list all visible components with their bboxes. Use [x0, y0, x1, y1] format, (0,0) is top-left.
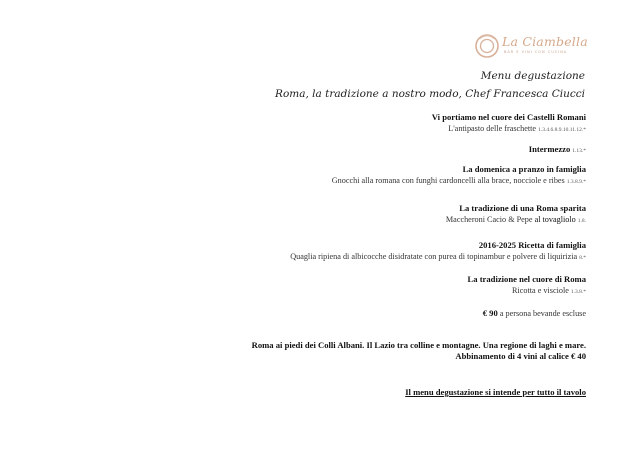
- course-title: 2016-2025 Ricetta di famiglia: [478, 240, 586, 250]
- course-title: Intermezzo 1.13.*: [528, 144, 586, 154]
- footer-note: Il menu degustazione si intende per tutto il tavolo: [405, 387, 586, 397]
- course-description: L'antipasto delle fraschette 1.3.4.6.8.9.10.11.12.*: [448, 124, 586, 133]
- course-item: [432, 112, 586, 136]
- price-note: a persona bevande escluse: [499, 309, 586, 318]
- course-item: [290, 240, 586, 264]
- course-title: La tradizione di una Roma sparita: [459, 203, 586, 213]
- price-amount: € 90: [482, 308, 498, 318]
- logo-tagline: BAR E VINI CON CUCINA: [504, 50, 568, 54]
- course-item: [446, 203, 586, 227]
- course-allergens: 1.13.*: [572, 148, 586, 154]
- course-allergens: 1.8.: [577, 218, 586, 224]
- course-title: La tradizione nel cuore di Roma: [467, 274, 586, 284]
- course-item: [468, 274, 586, 298]
- restaurant-logo: [474, 30, 588, 62]
- course-allergens: 1.3.8.9.*: [566, 179, 586, 185]
- course-description: Quaglia ripiena di albicocche disidratate con purea di topinambur e polvere di liquirizia 8.*: [290, 252, 586, 261]
- logo-name: La Ciambella: [502, 34, 588, 49]
- wine-description: Roma ai piedi dei Colli Albani. Il Lazio tra colline e montagne. Una regione di laghi e mare.: [251, 340, 586, 350]
- course-allergens: 8.*: [579, 255, 586, 261]
- menu-title: Menu degustazione: [480, 70, 585, 82]
- course-item: [332, 164, 586, 188]
- wine-pairing-price: Abbinamento di 4 vini al calice € 40: [455, 351, 586, 361]
- course-title: Vi portiamo nel cuore dei Castelli Romani: [431, 112, 586, 122]
- table-note: [405, 387, 586, 398]
- course-title: La domenica a pranzo in famiglia: [462, 164, 586, 174]
- wine-pairing: [252, 340, 586, 362]
- course-description: Gnocchi alla romana con funghi cardoncelli alla brace, nocciole e ribes 1.3.8.9.*: [331, 176, 586, 185]
- course-allergens: 1.3.8.*: [570, 289, 586, 295]
- menu-subtitle: Roma, la tradizione a nostro modo, Chef Francesca Ciucci: [275, 88, 585, 100]
- course-description: Maccheroni Cacio & Pepe al tovagliolo 1.8.: [445, 215, 586, 224]
- course-item: [529, 144, 586, 157]
- menu-price: [483, 308, 586, 320]
- ciambella-ring-icon: [474, 33, 500, 59]
- course-allergens: 1.3.4.6.8.9.10.11.12.*: [538, 127, 586, 133]
- course-description: Ricotta e visciole 1.3.8.*: [512, 286, 586, 295]
